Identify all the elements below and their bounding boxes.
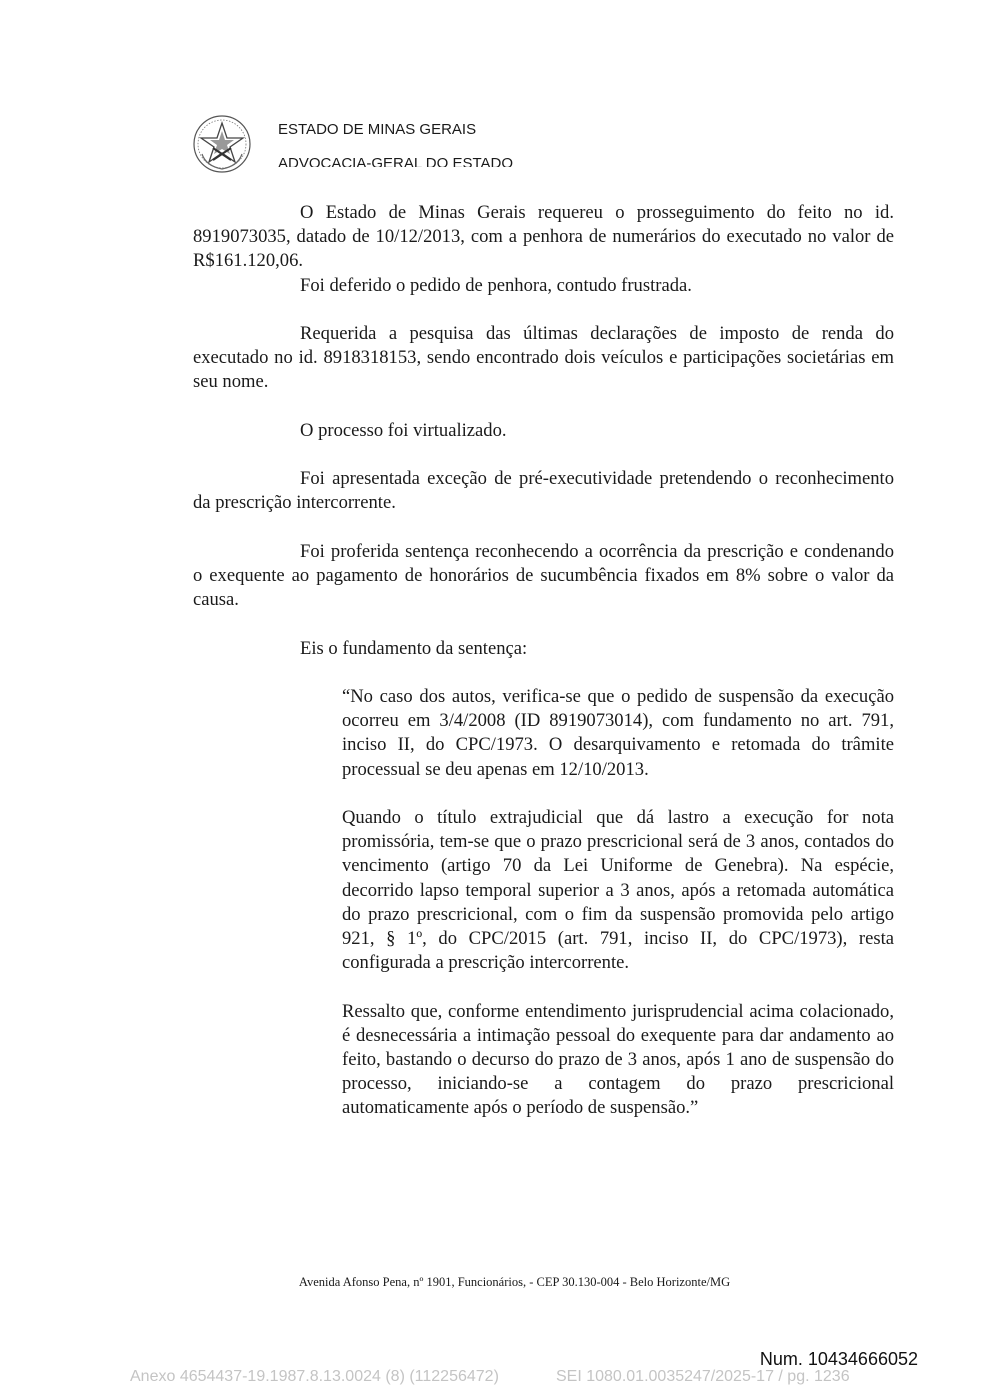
quote-paragraph: Quando o título extrajudicial que dá lastro a execução for nota promissória, tem-se que o prazo prescricional será de 3 anos, contados do vencimento (artigo 70 da Lei Uniforme de Genebra). Na espécie, decorrido lapso temporal superior a 3 anos, após a retomada automática do prazo prescricional, com o fim da suspensão promovida pelo artigo 921, § 1º, do CPC/2015 (art. 791, inciso II, do CPC/1973), resta configurada a prescrição intercorrente. xyxy=(342,806,894,974)
paragraph: Foi proferida sentença reconhecendo a ocorrência da prescrição e condenando o exequente ao pagamento de honorários de sucumbência fixados em 8% sobre o valor da causa. xyxy=(193,540,894,611)
paragraph: Requerida a pesquisa das últimas declarações de imposto de renda do executado no id. 8918318153, sendo encontrado dois veículos e participações societárias em seu nome. xyxy=(193,323,894,393)
paragraph: Foi apresentada exceção de pré-executividade pretendendo o reconhecimento da prescrição intercorrente. xyxy=(193,468,894,514)
header-organ: ADVOCACIA-GERAL DO ESTADO xyxy=(278,155,514,167)
footer-address: Avenida Afonso Pena, nº 1901, Funcionários, - CEP 30.130-004 - Belo Horizonte/MG xyxy=(298,1275,731,1289)
paragraph: Eis o fundamento da sentença: xyxy=(300,637,528,659)
paragraph: O Estado de Minas Gerais requereu o prosseguimento do feito no id. 8919073035, datado de 10/12/2013, com a penhora de numerários do executado no valor de R$161.120,06. xyxy=(193,202,894,272)
coat-of-arms-icon xyxy=(192,114,252,174)
annex-watermark: Anexo 4654437-19.1987.8.13.0024 (8) (112256472) xyxy=(130,1368,499,1385)
document-body xyxy=(193,201,894,1121)
quote-paragraph: Ressalto que, conforme entendimento jurisprudencial acima colacionado, é desnecessária a intimação pessoal do exequente para dar andamento ao feito, bastando o decurso do prazo de 3 anos, após 1 ano de suspensão do processo, iniciando-se a contagem do prazo prescricional automaticamente após o período de suspensão.” xyxy=(342,1000,894,1119)
document-number: Num. 10434666052 xyxy=(759,1349,918,1369)
header-state: ESTADO DE MINAS GERAIS xyxy=(278,121,477,138)
sei-watermark: SEI 1080.01.0035247/2025-17 / pg. 1236 xyxy=(556,1368,850,1385)
paragraph: O processo foi virtualizado. xyxy=(300,419,507,441)
header-organ-clip xyxy=(278,155,513,167)
paragraph: Foi deferido o pedido de penhora, contudo frustrada. xyxy=(300,274,692,296)
quote-paragraph: “No caso dos autos, verifica-se que o pedido de suspensão da execução ocorreu em 3/4/2008 (ID 8919073014), com fundamento no art. 791, inciso II, do CPC/1973. O desarquivamento e retomada do trâmite processual se deu apenas em 12/10/2013. xyxy=(342,685,894,780)
